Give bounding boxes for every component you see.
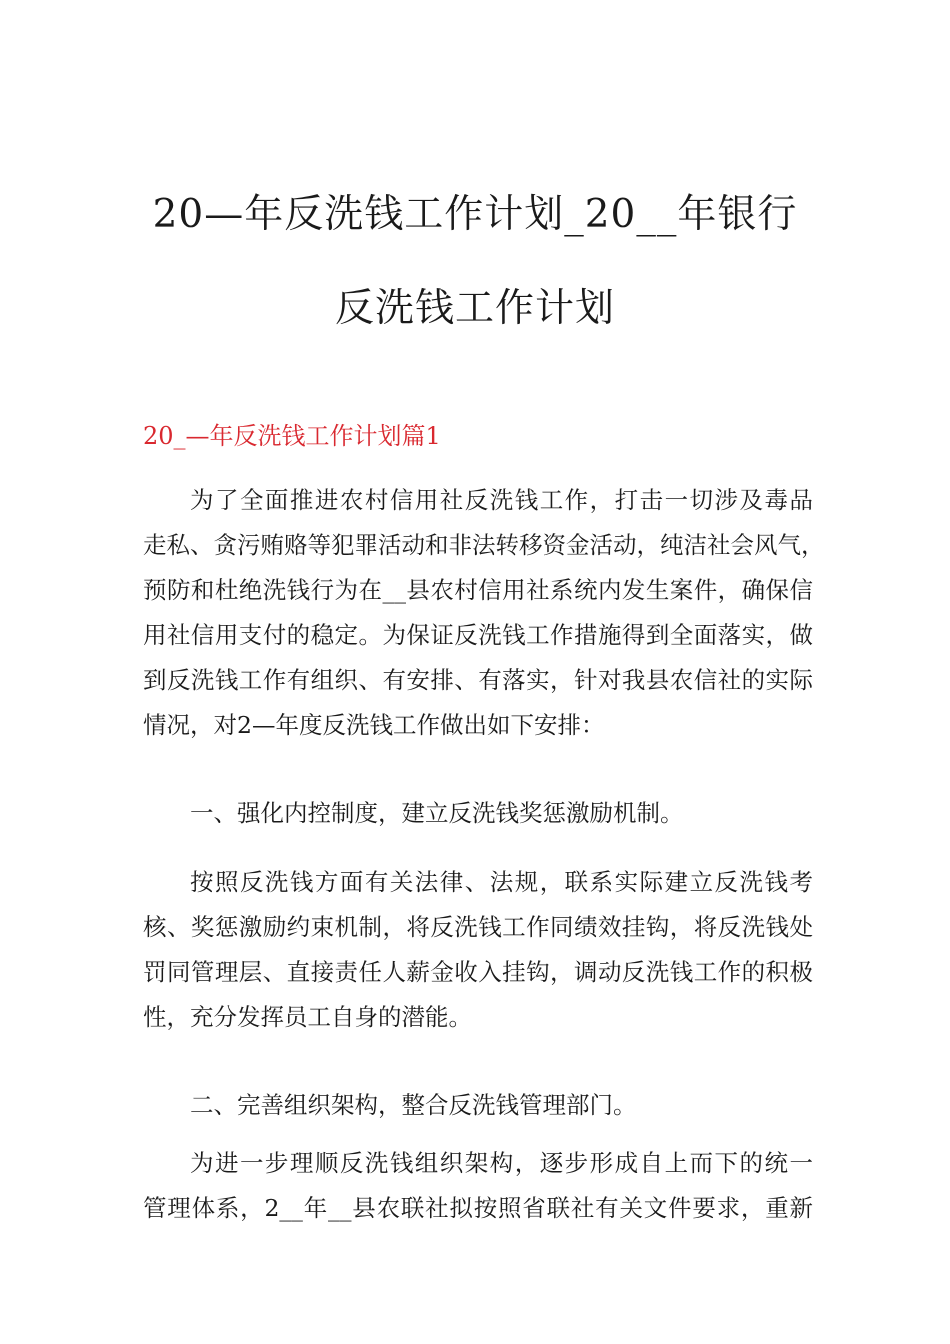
paragraph-intro [143,478,825,748]
paragraph-line: 性，充分发挥员工自身的潜能。 [143,1003,472,1031]
paragraph-line: 为了全面推进农村信用社反洗钱工作，打击一切涉及毒品 [190,486,813,514]
paragraph-line: 二、完善组织架构，整合反洗钱管理部门。 [190,1091,637,1119]
paragraph-line: 一、强化内控制度，建立反洗钱奖惩激励机制。 [190,799,684,827]
paragraph-line: 为进一步理顺反洗钱组织架构，逐步形成自上而下的统一 [190,1149,813,1177]
subheading-2 [143,1083,813,1128]
paragraph-line: 预防和杜绝洗钱行为在__县农村信用社系统内发生案件，确保信 [143,576,813,604]
paragraph-line: 用社信用支付的稳定。为保证反洗钱工作措施得到全面落实，做 [143,621,813,649]
title-line: 反洗钱工作计划 [334,286,615,331]
paragraph-line: 到反洗钱工作有组织、有安排、有落实，针对我县农信社的实际 [143,666,813,694]
paragraph-line: 情况，对2—年度反洗钱工作做出如下安排： [143,711,605,739]
paragraph-line: 核、奖惩激励约束机制，将反洗钱工作同绩效挂钩，将反洗钱处 [143,913,813,941]
paragraph-line: 罚同管理层、直接责任人薪金收入挂钩，调动反洗钱工作的积极 [143,958,813,986]
paragraph-line: 按照反洗钱方面有关法律、法规，联系实际建立反洗钱考 [190,868,813,896]
paragraph-line: 管理体系，2__年__县农联社拟按照省联社有关文件要求，重新 [143,1194,813,1222]
section-heading: 20_—年反洗钱工作计划篇1 [143,422,441,450]
document-title [120,168,830,356]
paragraph-incentive [143,860,813,1040]
title-line: 20—年反洗钱工作计划_20__年银行 [152,192,798,237]
subheading-1 [143,791,813,836]
paragraph-line: 走私、贪污贿赂等犯罪活动和非法转移资金活动，纯洁社会风气， [143,531,825,559]
paragraph-organization [143,1141,813,1231]
